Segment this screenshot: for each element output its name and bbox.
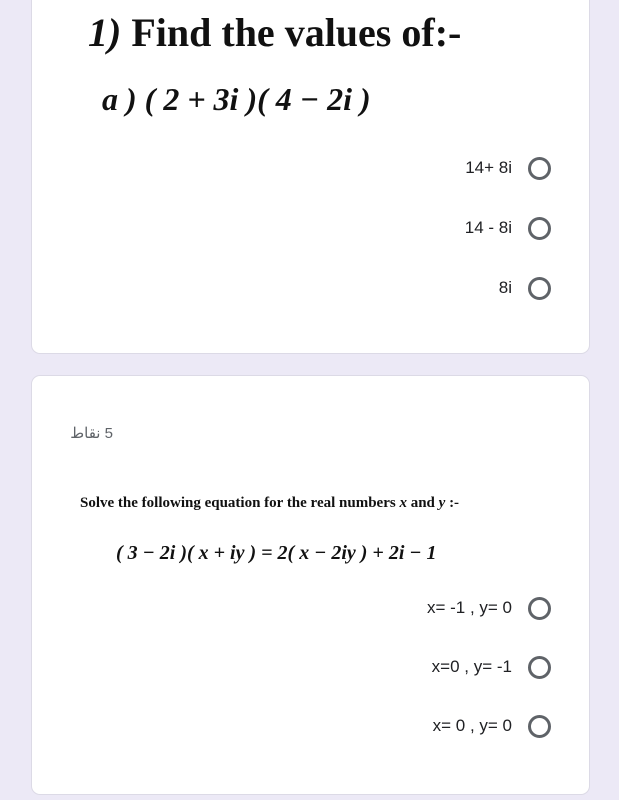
option-3[interactable] bbox=[433, 709, 551, 743]
option-1[interactable] bbox=[465, 151, 551, 185]
radio-button-icon[interactable] bbox=[528, 656, 551, 679]
question-equation: ( 3 − 2i )( x + iy ) = 2( x − 2iy ) + 2i − 1 bbox=[116, 542, 437, 564]
variable-x: x bbox=[399, 495, 407, 511]
option-label: 14 - 8i bbox=[464, 218, 512, 237]
instruction-and: and bbox=[406, 495, 439, 511]
question-expression: a ) ( 2 + 3i )( 4 − 2i ) bbox=[102, 81, 371, 117]
option-2[interactable] bbox=[465, 211, 551, 245]
option-label: x= 0 , y= 0 bbox=[432, 716, 512, 735]
radio-button-icon[interactable] bbox=[528, 277, 551, 300]
instruction-prefix: Solve the following equation for the real numbers bbox=[80, 495, 400, 511]
question-card-2 bbox=[31, 375, 590, 795]
instruction-suffix: :- bbox=[445, 495, 460, 511]
points-label: 5 نقاط bbox=[70, 425, 113, 442]
option-label: 14+ 8i bbox=[465, 158, 512, 177]
radio-button-icon[interactable] bbox=[528, 597, 551, 620]
radio-button-icon[interactable] bbox=[528, 157, 551, 180]
question-title bbox=[88, 9, 461, 56]
radio-button-icon[interactable] bbox=[528, 715, 551, 738]
question-number: 1) bbox=[88, 10, 122, 55]
variable-y: y bbox=[438, 495, 446, 511]
radio-button-icon[interactable] bbox=[528, 217, 551, 240]
option-label: 8i bbox=[498, 278, 512, 297]
question-title-text: Find the values of:- bbox=[131, 10, 462, 55]
question-instruction bbox=[80, 495, 459, 512]
question-card-1 bbox=[31, 0, 590, 354]
option-label: x=0 , y= -1 bbox=[431, 657, 512, 676]
option-2[interactable] bbox=[432, 650, 551, 684]
option-3[interactable] bbox=[499, 271, 551, 305]
option-label: x= -1 , y= 0 bbox=[426, 598, 512, 617]
option-1[interactable] bbox=[427, 591, 551, 625]
